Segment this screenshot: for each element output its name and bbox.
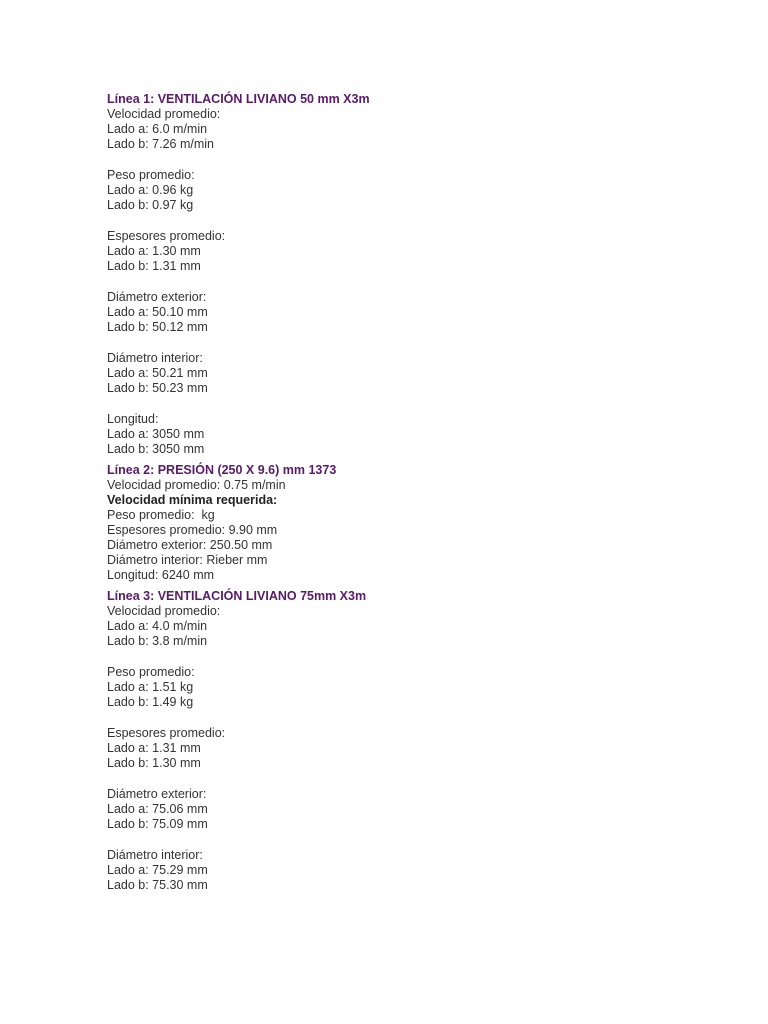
longitud: Longitud: 6240 mm: [107, 568, 215, 582]
longitud-lado-a: Lado a: 3050 mm: [107, 427, 205, 441]
velocidad-minima-requerida: Velocidad mínima requerida:: [107, 493, 278, 507]
diametro-interior: Diámetro interior: Rieber mm: [107, 553, 268, 567]
velocidad-promedio: Velocidad promedio: 0.75 m/min: [107, 478, 286, 492]
peso-label: Peso promedio:: [107, 665, 195, 679]
spacer: [107, 396, 667, 412]
diametro-interior-lado-a: Lado a: 75.29 mm: [107, 863, 208, 877]
velocidad-lado-a: Lado a: 4.0 m/min: [107, 619, 208, 633]
espesores-lado-a: Lado a: 1.31 mm: [107, 741, 201, 755]
peso-lado-a: Lado a: 1.51 kg: [107, 680, 194, 694]
espesores-lado-a: Lado a: 1.30 mm: [107, 244, 201, 258]
section-linea-1: [107, 92, 667, 457]
diametro-interior-lado-b: Lado b: 75.30 mm: [107, 878, 208, 892]
spacer: [107, 213, 667, 229]
diametro-exterior-lado-b: Lado b: 50.12 mm: [107, 320, 208, 334]
espesores-lado-b: Lado b: 1.30 mm: [107, 756, 201, 770]
velocidad-label: Velocidad promedio:: [107, 604, 221, 618]
diametro-exterior: Diámetro exterior: 250.50 mm: [107, 538, 273, 552]
velocidad-lado-b: Lado b: 3.8 m/min: [107, 634, 208, 648]
spacer: [107, 832, 667, 848]
spacer: [107, 152, 667, 168]
espesores-label: Espesores promedio:: [107, 229, 226, 243]
diametro-interior-label: Diámetro interior:: [107, 848, 203, 862]
spacer: [107, 649, 667, 665]
peso-lado-a: Lado a: 0.96 kg: [107, 183, 194, 197]
spacer: [107, 274, 667, 290]
peso-lado-b: Lado b: 0.97 kg: [107, 198, 194, 212]
diametro-exterior-lado-a: Lado a: 75.06 mm: [107, 802, 208, 816]
diametro-interior-lado-a: Lado a: 50.21 mm: [107, 366, 208, 380]
spacer: [107, 710, 667, 726]
spacer: [107, 771, 667, 787]
section-linea-3: [107, 589, 667, 893]
espesores-promedio: Espesores promedio: 9.90 mm: [107, 523, 278, 537]
diametro-exterior-lado-b: Lado b: 75.09 mm: [107, 817, 208, 831]
longitud-lado-b: Lado b: 3050 mm: [107, 442, 205, 456]
diametro-exterior-label: Diámetro exterior:: [107, 787, 207, 801]
diametro-exterior-label: Diámetro exterior:: [107, 290, 207, 304]
diametro-interior-lado-b: Lado b: 50.23 mm: [107, 381, 208, 395]
section-linea-2: [107, 463, 667, 583]
velocidad-lado-a: Lado a: 6.0 m/min: [107, 122, 208, 136]
peso-label: Peso promedio:: [107, 168, 195, 182]
spacer: [107, 335, 667, 351]
peso-lado-b: Lado b: 1.49 kg: [107, 695, 194, 709]
espesores-lado-b: Lado b: 1.31 mm: [107, 259, 201, 273]
diametro-exterior-lado-a: Lado a: 50.10 mm: [107, 305, 208, 319]
diametro-interior-label: Diámetro interior:: [107, 351, 203, 365]
velocidad-lado-b: Lado b: 7.26 m/min: [107, 137, 215, 151]
section-heading: Línea 2: PRESIÓN (250 X 9.6) mm 1373: [107, 463, 337, 477]
document-body: [107, 92, 667, 893]
longitud-label: Longitud:: [107, 412, 159, 426]
peso-promedio: Peso promedio: kg: [107, 508, 215, 522]
espesores-label: Espesores promedio:: [107, 726, 226, 740]
velocidad-label: Velocidad promedio:: [107, 107, 221, 121]
section-heading: Línea 1: VENTILACIÓN LIVIANO 50 mm X3m: [107, 92, 370, 106]
section-heading: Línea 3: VENTILACIÓN LIVIANO 75mm X3m: [107, 589, 367, 603]
